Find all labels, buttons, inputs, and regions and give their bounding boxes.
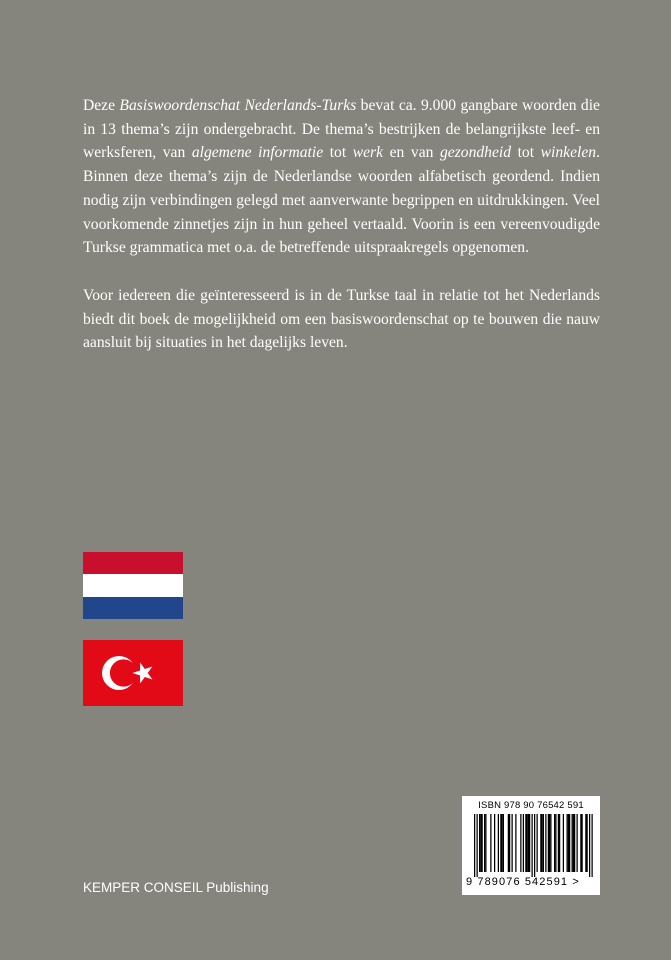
barcode-digits: 9 789076 542591 > [466,876,580,888]
barcode-bar [523,814,524,872]
barcode-bar [572,814,573,872]
barcode-bar [582,814,583,872]
barcode-bar [502,814,503,872]
barcode-bar [569,814,570,872]
barcode-bars [466,814,596,877]
book-title: Basiswoordenschat Nederlands-Turks [119,97,357,114]
crescent-star-icon [83,640,183,706]
barcode-bar [477,814,478,877]
blurb-paragraph-1: Deze Basiswoordenschat Nederlands-Turks bevat ca. 9.000 gangbare woorden die in 13 thema’s zijn ondergebracht. De thema’s bestrijken de belangrijkste leef- en werksferen, van algemene informatie tot werk en van gezondheid tot winkelen. Binnen deze thema’s zijn de Nederlandse woorden alfabetisch geordend. Indien nodig zijn verbindingen gelegd met aanverwante begrippen en uitdrukkingen. Veel voorkomende zinnetjes zijn in hun geheel vertaald. Voorin is een vereenvoudigde Turkse grammatica met o.a. de betreffende uitspraakregels opgenomen. [83,97,600,257]
barcode-bar [484,814,485,872]
barcode-bar [580,814,581,872]
barcode-bar [554,814,555,872]
barcode-bar [490,814,491,872]
barcode-bar [515,814,516,872]
turkey-flag-icon [83,640,183,706]
barcode-bar [520,814,521,872]
isbn-barcode [462,796,600,895]
barcode-bar [549,814,550,872]
publisher-imprint: KEMPER CONSEIL Publishing [83,880,269,895]
barcode-bar [485,814,486,872]
barcode-bar [577,814,578,872]
barcode-bar [500,814,501,872]
barcode-bar [542,814,543,872]
barcode-bar [498,814,499,872]
barcode-bar [543,814,544,872]
barcode-bar [555,814,556,872]
isbn-label: ISBN 978 90 76542 591 [478,800,584,811]
barcode-bar [482,814,483,872]
barcode-bar [587,814,588,872]
barcode-bar [558,814,559,872]
barcode-bar [480,814,481,872]
blurb-paragraph-2: Voor iedereen die geïnteresseerd is in de Turkse taal in relatie tot het Nederlands biedt dit boek de mogelijkheid om een basiswoordenschat op te bouwen die nauw aansluit bij situaties in het dagelijks leven. [83,286,600,352]
barcode-bar [567,814,568,872]
barcode-bar [528,814,529,872]
barcode-bar [508,814,509,872]
barcode-bar [563,814,564,872]
barcode-bar [537,814,538,872]
barcode-bar [573,814,574,872]
barcode-bar [474,814,475,877]
barcode-bar [479,814,480,872]
barcode-bar [532,814,533,877]
barcode-bar [534,814,535,877]
barcode-bar [540,814,541,872]
barcode-bar [548,814,549,872]
back-cover-blurb [83,94,600,355]
barcode-bar [525,814,526,872]
barcode-bar [574,814,575,872]
barcode-bar [559,814,560,872]
barcode-bar [494,814,495,872]
barcode-bar [585,814,586,872]
barcode-bar [529,814,530,872]
barcode-bar [568,814,569,872]
barcode-bar [550,814,551,872]
barcode-bar [512,814,513,872]
barcode-bar [589,814,590,877]
barcode-bar [503,814,504,872]
barcode-bar [509,814,510,872]
netherlands-flag-icon [83,552,183,619]
barcode-bar [545,814,546,872]
barcode-bar [527,814,528,872]
barcode-bar [592,814,593,877]
